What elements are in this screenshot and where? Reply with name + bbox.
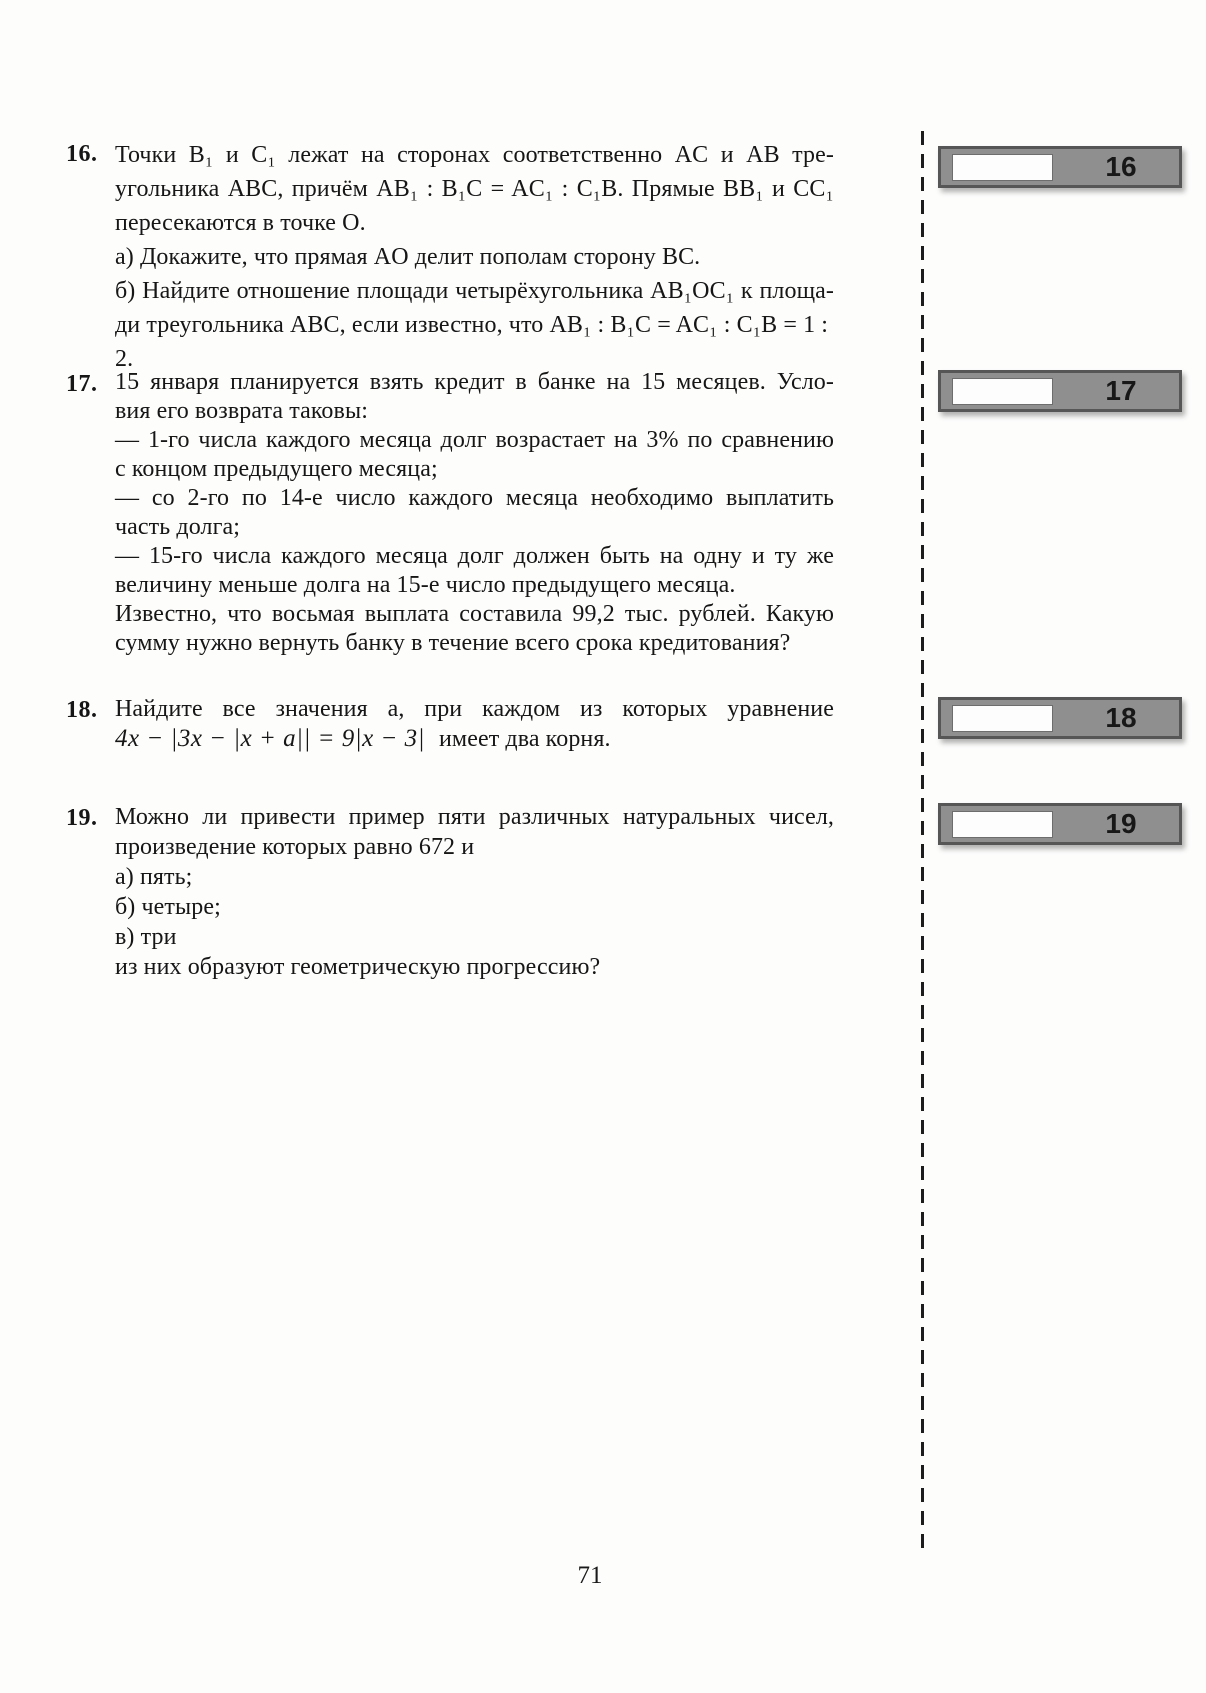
equation-line [115, 724, 834, 754]
text-line: — 1-го числа каждого месяца долг возрастает на 3% по сравнению [115, 427, 834, 453]
answer-box-number: 19 [1105, 808, 1137, 839]
answer-blank-field [952, 378, 1053, 405]
problem-17 [66, 368, 834, 658]
answer-blank-field [952, 705, 1053, 732]
answer-box-number: 17 [1105, 375, 1137, 406]
text-line: угольника ABC, причём AB₁ : B₁C = AC₁ : C₁B. Прямые BB₁ и CC₁ [115, 176, 834, 202]
problem-18 [66, 694, 834, 754]
text-line: часть долга; [115, 514, 241, 540]
problem-18-number: 18. [66, 697, 98, 723]
text-line: — 15-го числа каждого месяца долг должен быть на одну и ту же [115, 543, 834, 569]
answer-box-19 [938, 803, 1182, 845]
text-line: 15 января планируется взять кредит в банке на 15 месяцев. Усло- [115, 369, 834, 395]
text-line: из них образуют геометрическую прогрессию? [115, 954, 601, 980]
text-line: Известно, что восьмая выплата составила 99,2 тыс. рублей. Какую [115, 601, 834, 627]
text-line: величину меньше долга на 15-е число предыдущего месяца. [115, 572, 736, 598]
text-line: б) четыре; [115, 894, 221, 920]
answer-box-16 [938, 146, 1182, 188]
problem-19-text [115, 802, 834, 982]
equation: 4x − |3x − |x + a|| = 9|x − 3| [115, 725, 425, 752]
page-number: 71 [577, 1562, 603, 1589]
problem-17-number: 17. [66, 371, 98, 397]
problem-18-text [115, 694, 834, 754]
text-line: с концом предыдущего месяца; [115, 456, 438, 482]
text-line: Найдите все значения a, при каждом из которых уравнение [115, 696, 834, 722]
answer-box-number: 16 [1105, 151, 1137, 182]
problem-19-number: 19. [66, 805, 98, 831]
problem-16 [66, 138, 834, 376]
answer-blank-field [952, 154, 1053, 181]
problem-16-number: 16. [66, 141, 98, 167]
text-line: а) Докажите, что прямая AO делит пополам сторону BC. [115, 244, 701, 270]
text-line: — со 2-го по 14-е число каждого месяца необходимо выплатить [115, 485, 834, 511]
text-line: сумму нужно вернуть банку в течение всего срока кредитования? [115, 630, 791, 656]
answer-box-number: 18 [1105, 702, 1137, 733]
problem-16-text [115, 138, 834, 376]
answer-blank-field [952, 811, 1053, 838]
text-line: в) три [115, 924, 177, 950]
problem-19 [66, 802, 834, 982]
text-line: произведение которых равно 672 и [115, 834, 475, 860]
answer-box-18 [938, 697, 1182, 739]
text-line: Можно ли привести пример пяти различных натуральных чисел, [115, 804, 834, 830]
problem-17-text [115, 368, 834, 658]
margin-dashed-line [921, 131, 924, 1552]
text-line: вия его возврата таковы: [115, 398, 368, 424]
text-line: ди треугольника ABC, если известно, что AB₁ : B₁C = AC₁ : C₁B = 1 : 2. [115, 312, 829, 372]
text-line: пересекаются в точке O. [115, 210, 366, 236]
text-line: б) Найдите отношение площади четырёхугольника AB₁OC₁ к площа- [115, 278, 834, 304]
answer-box-17 [938, 370, 1182, 412]
text-line: а) пять; [115, 864, 193, 890]
equation-tail: имеет два корня. [438, 726, 611, 752]
text-line: Точки B₁ и C₁ лежат на сторонах соответственно AC и AB тре- [115, 142, 834, 168]
